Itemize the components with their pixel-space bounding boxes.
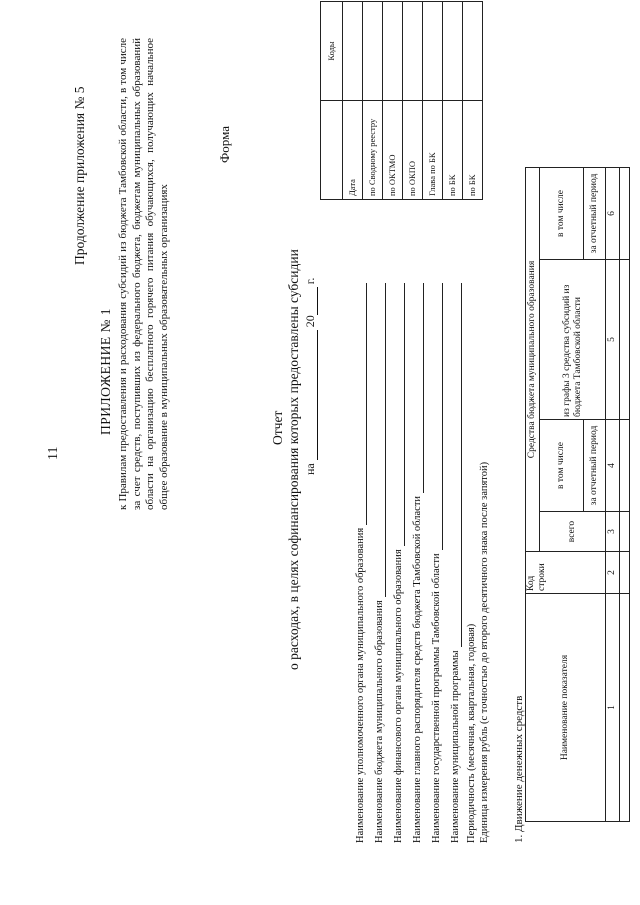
report-subtitle: о расходах, в целях софинансирования которых предоставлены субсидии [286,249,301,670]
col-header-code: Код строки [526,552,606,594]
field-budget-name [367,283,386,843]
table-cell [620,168,630,260]
col-header-incl2: в том числе [540,168,584,260]
codes-value [403,2,423,101]
field-label: Наименование финансового органа муниципального образования [392,549,404,843]
col-header-budget: Средства бюджета муниципального образования [526,168,540,552]
codes-value [383,2,403,101]
unit-label: Единица измерения рубль (с точностью до второго десятичного знака после запятой) [478,461,490,843]
col-number: 5 [606,260,620,420]
field-authorized-body [348,283,367,843]
field-blank [392,283,405,546]
col-header-incl: в том числе [540,420,584,512]
date-prefix: на [303,463,317,475]
report-fields [348,283,491,843]
table-cell [620,260,630,420]
field-municipal-program [443,283,462,843]
cash-flow-table [525,167,630,822]
codes-label: по БК [443,101,463,200]
codes-value [423,2,443,101]
section-title: 1. Движение денежных средств [513,695,525,843]
codes-label: по БК [463,101,483,200]
field-blank [354,283,367,525]
col-header-name: Наименование показателя [526,594,606,822]
field-blank [411,283,424,493]
report-date-line [304,278,318,475]
col-header-subsidy: из графы 3 средства субсидий из бюджета Тамбовской области [540,260,606,420]
col-number: 3 [606,512,620,552]
date-year-blank [305,287,318,315]
table-cell [620,552,630,594]
col-number: 2 [606,552,620,594]
date-year-prefix: 20 [303,315,317,328]
field-label: Наименование главного распорядителя средств бюджета Тамбовской области [411,495,423,843]
field-blank [373,283,386,597]
continuation-heading: Продолжение приложения № 5 [72,86,87,265]
field-finance-body [386,283,405,843]
field-label: Наименование государственной программы Тамбовской области [430,553,442,843]
codes-label: по Сводному реестру [363,101,383,200]
codes-value [443,2,463,101]
col-number: 4 [606,420,620,512]
field-label: Наименование уполномоченного органа муниципального образования [354,527,366,843]
date-year-suffix: г. [303,277,317,285]
codes-label: по ОКТМО [383,101,403,200]
periodicity-label: Периодичность (месячная, квартальная, годовая) [465,623,477,843]
codes-header: Коды [321,2,343,101]
codes-label: Дата [343,101,363,200]
codes-value [343,2,363,101]
report-title: Отчет [270,410,285,445]
appendix-title: ПРИЛОЖЕНИЕ № 1 [98,307,113,435]
field-blank [449,283,462,647]
field-blank [430,283,443,550]
codes-label: по ОКПО [403,101,423,200]
page-number: 11 [46,446,61,460]
field-chief-administrator [405,283,424,843]
rules-text: к Правилам предоставления и расходования субсидий из бюджета Тамбовской области, в том числе за счет средств, поступивших из федерального бюджета, бюджетам муниципальных образований области на организацию бесплатного горячего питания обучающихся, получающих начальное общее образование в муниципальных образовательных организациях [117,38,170,510]
field-label: Наименование бюджета муниципального образования [373,600,385,843]
date-day-blank [305,330,318,460]
col-number: 6 [606,168,620,260]
col-number: 1 [606,594,620,822]
codes-header-spacer [321,101,343,200]
table-cell [620,594,630,822]
codes-value [463,2,483,101]
col-header-total: всего [540,512,606,552]
form-label: Форма [217,126,232,163]
col-header-period2: за отчетный период [584,168,606,260]
codes-label: Глава по БК [423,101,443,200]
field-state-program [424,283,443,843]
table-cell [620,512,630,552]
col-header-period1: за отчетный период [584,420,606,512]
codes-table [320,1,483,200]
field-periodicity [465,283,478,843]
field-unit [478,283,491,843]
codes-value [363,2,383,101]
table-cell [620,420,630,512]
field-label: Наименование муниципальной программы [449,650,461,843]
